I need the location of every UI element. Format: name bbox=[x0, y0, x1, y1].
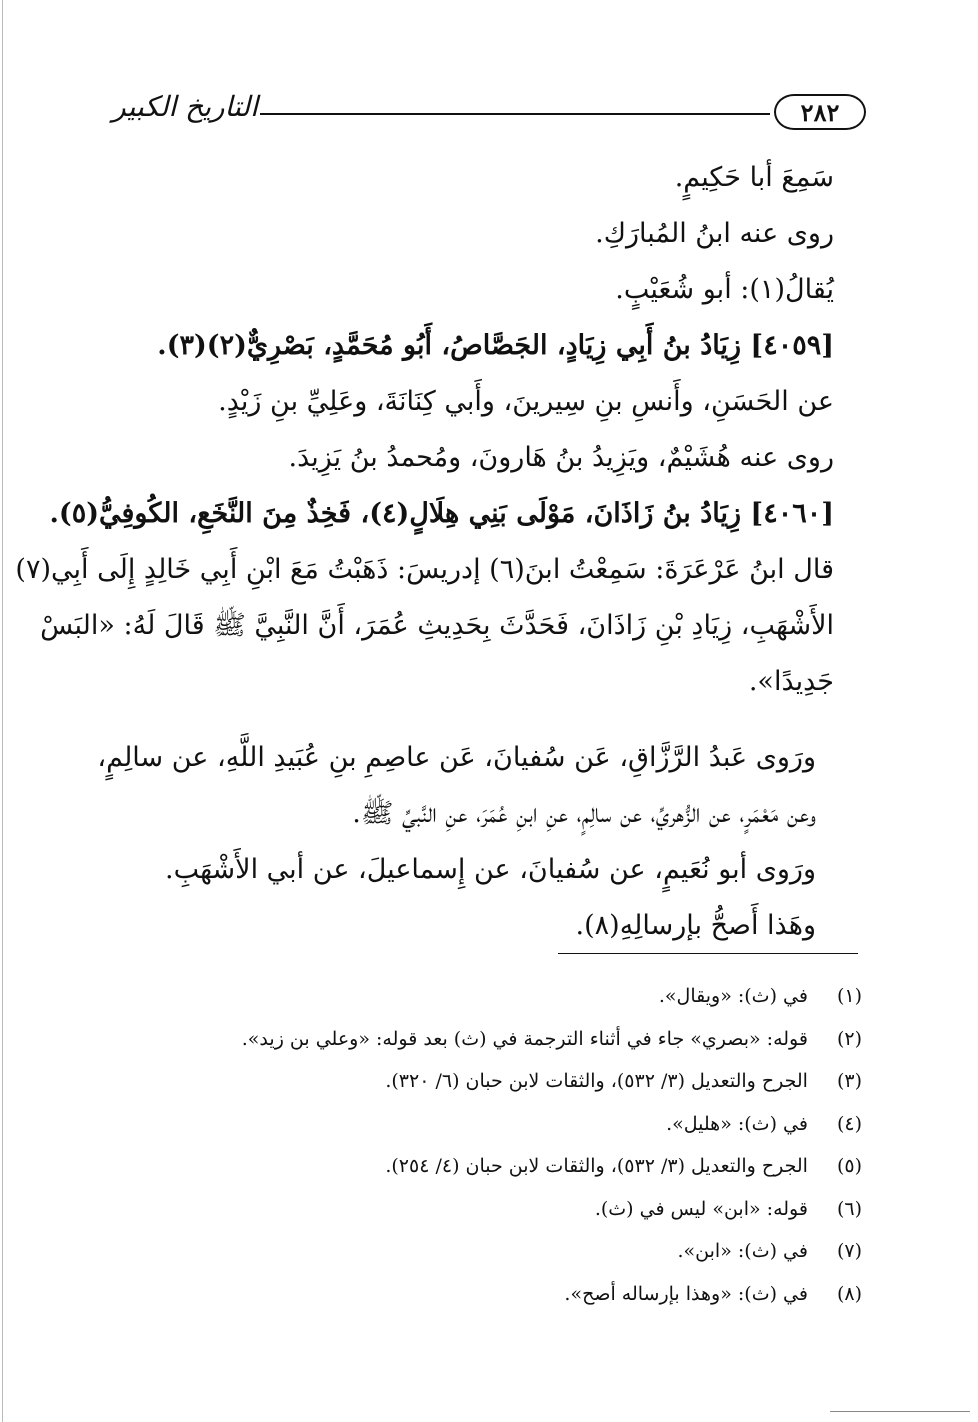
footnote bbox=[118, 1103, 862, 1146]
footnote-text: في (ث): «ويقال». bbox=[658, 985, 808, 1007]
footnote-text: الجرح والتعديل (٣/ ٥٣٢)، والثقات لابن حبان (٦/ ٣٢٠). bbox=[385, 1070, 808, 1092]
footnotes bbox=[118, 975, 862, 1315]
footnote-number: (٤) bbox=[836, 1112, 862, 1135]
text-line: وهَذا أَصحُّ بإرسالِهِ(٨). bbox=[575, 910, 816, 941]
footnote-text: في (ث): «وهذا بإرساله أصح». bbox=[564, 1282, 808, 1305]
footnote-text: في (ث): «هليل». bbox=[666, 1112, 808, 1135]
text-line: ورَوى أبو نُعَيمٍ، عن سُفيانَ، عن إِسماعيلَ، عن أبي الأَشْهَبِ. bbox=[165, 854, 816, 885]
header-divider bbox=[260, 113, 770, 115]
footnote-number: (٥) bbox=[836, 1155, 862, 1177]
footnote-number: (١) bbox=[836, 985, 862, 1007]
text-line: سَمِعَ أبا حَكِيمٍ. bbox=[674, 162, 834, 193]
footnote bbox=[118, 1188, 862, 1231]
page-edge bbox=[2, 0, 3, 1422]
footnote bbox=[118, 1273, 862, 1316]
text-line: عن الحَسَنِ، وأَنسِ بنِ سِيرينَ، وأَبي كِنَانَةَ، وعَلِيِّ بنِ زَيْدٍ. bbox=[218, 386, 834, 417]
entry-heading-4059: [٤٠٥٩] زِيَادُ بنُ أَبِي زِيَادٍ، الجَصَّاصُ، أَبُو مُحَمَّدٍ، بَصْرِيٌّ(٢)(٣). bbox=[157, 330, 834, 361]
footnote bbox=[118, 1060, 862, 1103]
footnote bbox=[118, 1145, 862, 1188]
text-line: ورَوى عَبدُ الرَّزَّاقِ، عَن سُفيانَ، عَن عاصِمِ بنِ عُبَيدِ اللَّهِ، عن سالِمٍ، bbox=[97, 742, 816, 773]
footnote bbox=[118, 975, 862, 1018]
footnote bbox=[118, 1018, 862, 1061]
footnote-number: (٣) bbox=[836, 1070, 862, 1092]
footnote-number: (٨) bbox=[836, 1282, 862, 1305]
text-line: روى عنه هُشَيْمٌ، ويَزِيدُ بنُ هَارونَ، ومُحمدُ بنُ يَزِيدَ. bbox=[288, 442, 834, 473]
footnote-divider bbox=[558, 953, 858, 954]
footnote-text: قوله: «ابن» ليس في (ث). bbox=[594, 1197, 808, 1220]
footnote bbox=[118, 1230, 862, 1273]
text-line: روى عنه ابنُ المُبارَكِ. bbox=[595, 218, 834, 249]
text-line: وعن مَعْمَرٍ، عن الزُّهريِّ، عن سالِمٍ، عنِ ابنِ عُمَرَ، عنِ النَّبيِّ ﷺ. bbox=[352, 798, 816, 829]
page-header bbox=[112, 88, 866, 136]
book-title: التاريخ الكبير bbox=[112, 90, 258, 123]
footnote-text: قوله: «بصري» جاء في أثناء الترجمة في (ث) بعد قوله: «وعلي بن زيد». bbox=[241, 1027, 808, 1050]
footnote-number: (٢) bbox=[836, 1027, 862, 1050]
bottom-edge-line bbox=[830, 1411, 970, 1412]
footnote-text: الجرح والتعديل (٣/ ٥٣٢)، والثقات لابن حبان (٤/ ٢٥٤). bbox=[385, 1155, 808, 1177]
main-text bbox=[15, 150, 834, 954]
entry-heading-4060: [٤٠٦٠] زِيَادُ بنُ زَاذَانَ، مَوْلَى بَنِي هِلَالٍ(٤)، فَخِذٌ مِنَ النَّخَعِ، الكُوفِيُّ(٥). bbox=[49, 498, 834, 529]
text-line: يُقالُ(١): أبو شُعَيْبٍ. bbox=[615, 274, 834, 305]
page-number: ٢٨٢ bbox=[774, 94, 866, 130]
text-line: الأَشْهَبِ، زِيَادِ بْنِ زَاذَانَ، فَحَدَّثَ بِحَدِيثِ عُمَرَ، أَنَّ النَّبِيَّ ﷺ قَالَ لَهُ: «البَسْ bbox=[40, 610, 834, 641]
text-line: جَدِيدًا». bbox=[748, 666, 834, 697]
paragraph-gap bbox=[118, 710, 834, 730]
footnote-number: (٧) bbox=[836, 1240, 862, 1262]
text-line: قال ابنُ عَرْعَرَةَ: سَمِعْتُ ابنَ(٦) إدريسَ: ذَهَبْتُ مَعَ ابْنِ أَبِي خَالِدٍ إِلَى أَبِي(٧) bbox=[15, 554, 834, 585]
footnote-number: (٦) bbox=[836, 1197, 862, 1220]
footnote-text: في (ث): «ابن». bbox=[677, 1240, 808, 1262]
